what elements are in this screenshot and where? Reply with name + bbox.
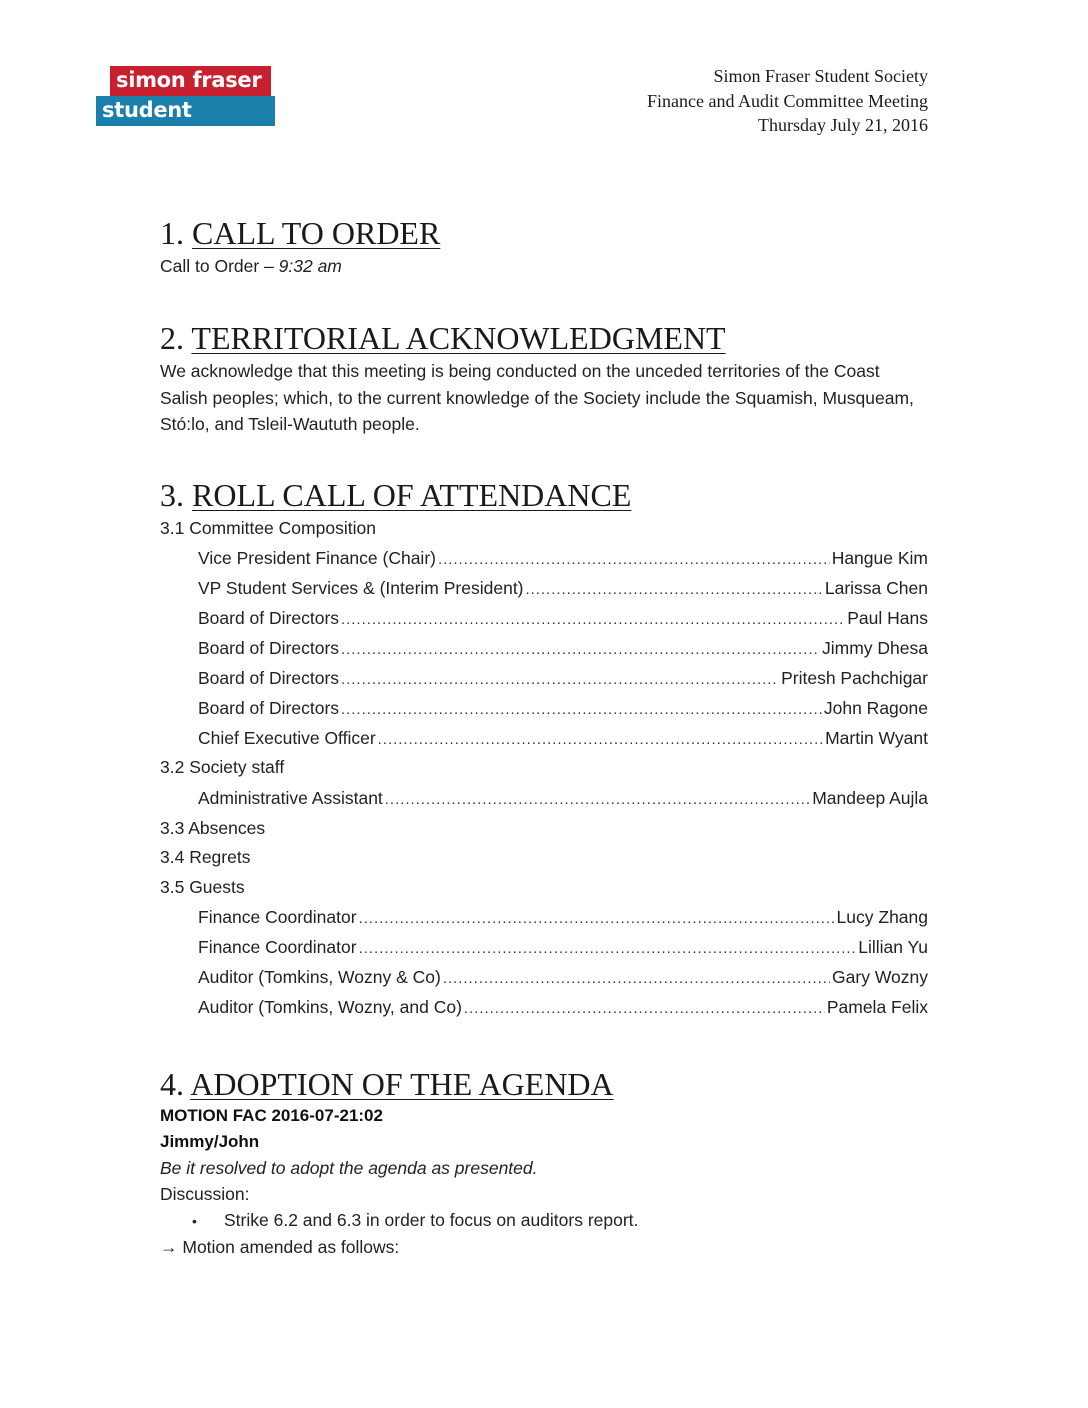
attendance-name: Lillian Yu xyxy=(858,937,928,957)
subsection-3-3: 3.3 Absences xyxy=(160,818,266,838)
section-3-number: 3. xyxy=(160,477,192,513)
attendance-role: Administrative Assistant xyxy=(198,788,383,808)
attendance-role: Auditor (Tomkins, Wozny & Co) xyxy=(198,967,441,987)
attendance-role: Board of Directors xyxy=(198,608,340,628)
attendance-row xyxy=(198,693,928,723)
header-meeting: Finance and Audit Committee Meeting xyxy=(647,90,928,111)
document-header xyxy=(647,64,928,138)
attendance-row xyxy=(198,962,928,992)
section-2-number: 2. xyxy=(160,320,192,356)
call-to-order-time: 9:32 am xyxy=(278,256,342,276)
section-2-title: TERRITORIAL ACKNOWLEDGMENT xyxy=(191,320,726,356)
bullet-marker: • xyxy=(192,1213,197,1229)
discussion-label: Discussion: xyxy=(160,1184,250,1204)
attendance-row xyxy=(198,902,928,932)
call-to-order-text xyxy=(160,253,342,279)
section-1-number: 1. xyxy=(160,215,192,251)
dot-leader xyxy=(464,992,825,1024)
section-3-title: ROLL CALL OF ATTENDANCE xyxy=(192,477,632,513)
dot-leader xyxy=(526,573,823,605)
logo-line-1: simon fraser xyxy=(110,66,271,96)
section-1-heading xyxy=(160,216,440,250)
dot-leader xyxy=(359,902,835,934)
attendance-name: Larissa Chen xyxy=(824,578,928,598)
dot-leader xyxy=(385,783,810,815)
discussion-bullet-text: Strike 6.2 and 6.3 in order to focus on auditors report. xyxy=(224,1210,639,1230)
section-3-heading xyxy=(160,478,631,512)
attendance-role: Finance Coordinator xyxy=(198,937,357,957)
sfss-logo xyxy=(96,66,275,149)
section-4-number: 4. xyxy=(160,1066,191,1102)
subsection-3-2: 3.2 Society staff xyxy=(160,757,285,777)
attendance-row xyxy=(198,663,928,693)
dot-leader xyxy=(438,543,830,575)
call-to-order-label: Call to Order – xyxy=(160,256,279,276)
dot-leader xyxy=(341,693,822,725)
subsection-3-1: 3.1 Committee Composition xyxy=(160,518,376,538)
dot-leader xyxy=(378,723,823,755)
attendance-name: Mandeep Aujla xyxy=(812,788,928,808)
dot-leader xyxy=(443,962,830,994)
attendance-row xyxy=(198,783,928,813)
dot-leader xyxy=(341,663,779,695)
attendance-row xyxy=(198,723,928,753)
attendance-name: Paul Hans xyxy=(847,608,928,628)
section-1-title: CALL TO ORDER xyxy=(192,215,441,251)
attendance-role: Board of Directors xyxy=(198,638,340,658)
attendance-row xyxy=(198,932,928,962)
motion-amended-text: → Motion amended as follows: xyxy=(160,1237,400,1257)
attendance-name: Gary Wozny xyxy=(832,967,928,987)
logo-line-2: student society xyxy=(96,96,275,126)
attendance-row xyxy=(198,992,928,1022)
section-4-title: ADOPTION OF THE AGENDA xyxy=(190,1066,614,1102)
section-2-heading xyxy=(160,321,726,355)
motion-resolution-text: Be it resolved to adopt the agenda as presented. xyxy=(160,1158,538,1178)
attendance-row xyxy=(198,543,928,573)
attendance-role: Finance Coordinator xyxy=(198,907,357,927)
dot-leader xyxy=(359,932,857,964)
attendance-name: Martin Wyant xyxy=(825,728,928,748)
discussion-bullet xyxy=(192,1207,638,1235)
attendance-row xyxy=(198,633,928,663)
dot-leader xyxy=(341,633,820,665)
attendance-role: Board of Directors xyxy=(198,668,340,688)
attendance-name: John Ragone xyxy=(823,698,928,718)
subsection-3-5: 3.5 Guests xyxy=(160,877,245,897)
attendance-role: Vice President Finance (Chair) xyxy=(198,548,436,568)
attendance-role: Chief Executive Officer xyxy=(198,728,376,748)
attendance-name: Hangue Kim xyxy=(831,548,928,568)
header-date: Thursday July 21, 2016 xyxy=(758,115,928,135)
motion-movers: Jimmy/John xyxy=(160,1132,260,1151)
attendance-role: Board of Directors xyxy=(198,698,340,718)
section-4-heading xyxy=(160,1067,614,1101)
header-org: Simon Fraser Student Society xyxy=(713,66,928,86)
attendance-name: Pritesh Pachchigar xyxy=(781,668,928,688)
attendance-name: Lucy Zhang xyxy=(836,907,928,927)
motion-resolution xyxy=(160,1155,538,1181)
territorial-acknowledgment-text: We acknowledge that this meeting is being conducted on the unceded territories of the Coast Salish peoples; which, to the current knowledge of the Society include the Squamish, Musqueam, Stó:lo, and Tsleil-Waututh people. xyxy=(160,361,914,434)
attendance-role: Auditor (Tomkins, Wozny, and Co) xyxy=(198,997,462,1017)
attendance-row xyxy=(198,603,928,633)
subsection-3-4: 3.4 Regrets xyxy=(160,847,251,867)
dot-leader xyxy=(341,603,845,635)
motion-number: MOTION FAC 2016-07-21:02 xyxy=(160,1106,383,1125)
attendance-name: Pamela Felix xyxy=(826,997,928,1017)
attendance-name: Jimmy Dhesa xyxy=(822,638,928,658)
attendance-role: VP Student Services & (Interim President) xyxy=(198,578,524,598)
attendance-row xyxy=(198,573,928,603)
